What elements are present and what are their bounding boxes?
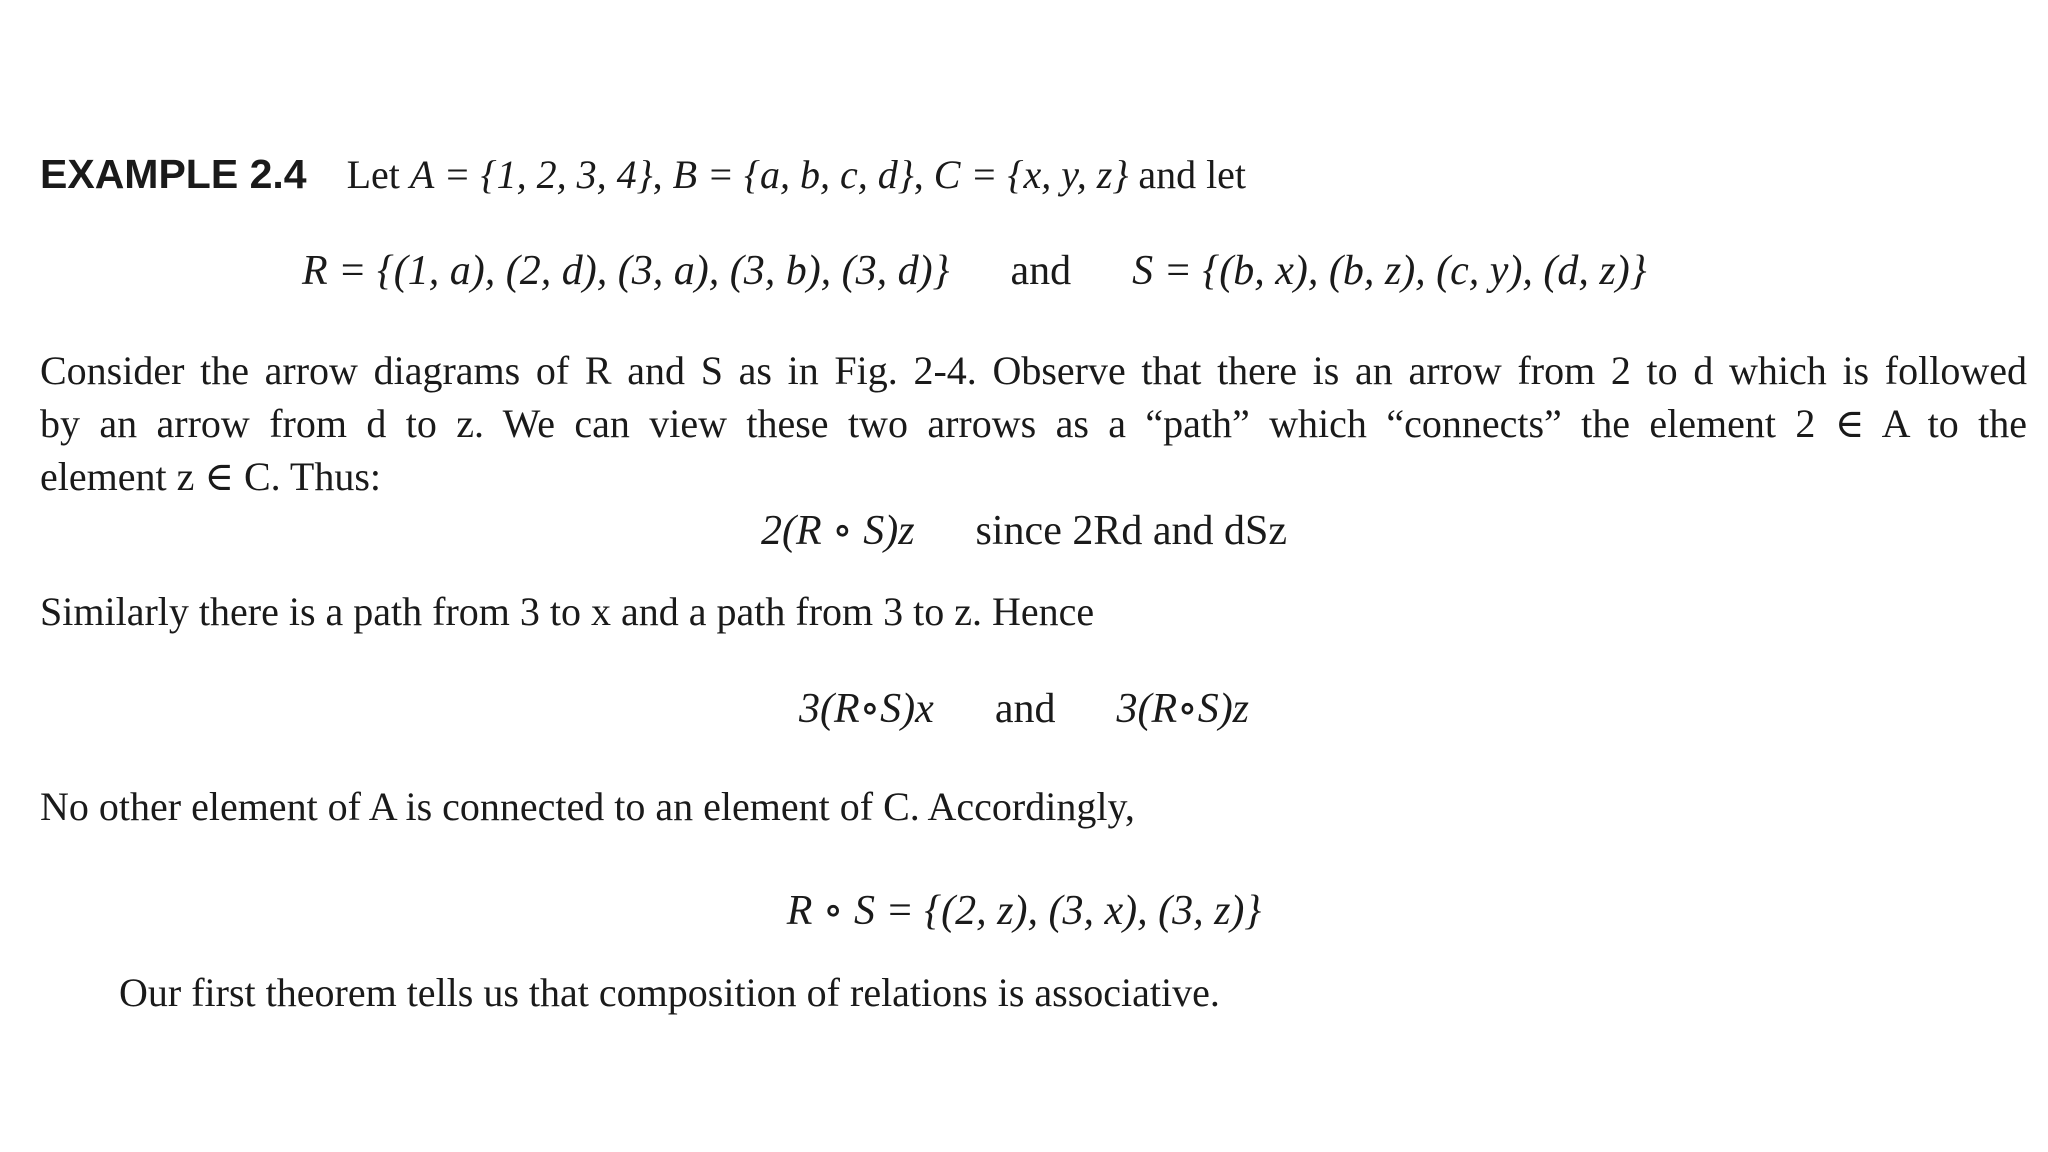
- and-let-text: and let: [1138, 152, 1247, 197]
- paragraph-4: Our first theorem tells us that composition of relations is associative.: [119, 970, 1220, 1015]
- paragraph-1-line-2: by an arrow from d to z. We can view these two arrows as a “path” which “connects” the element 2 ∈ A to the: [40, 401, 2027, 446]
- set-b: B = {a, b, c, d}: [672, 152, 914, 197]
- example-heading-line: EXAMPLE 2.4 Let A = {1, 2, 3, 4}, B = {a, b, c, d}, C = {x, y, z} and let: [40, 151, 1247, 197]
- hence-right: 3(R∘S)z: [1116, 686, 1250, 732]
- relation-r: R = {(1, a), (2, d), (3, a), (3, b), (3, d)}: [302, 248, 950, 294]
- equation-and: and: [1010, 248, 1072, 294]
- paragraph-3: No other element of A is connected to an element of C. Accordingly,: [40, 784, 1135, 829]
- paragraph-2: Similarly there is a path from 3 to x and a path from 3 to z. Hence: [40, 589, 1095, 634]
- set-c: C = {x, y, z}: [933, 152, 1129, 197]
- equation-path: [0, 505, 2048, 555]
- set-a: A = {1, 2, 3, 4}: [409, 152, 653, 197]
- hence-and: and: [994, 686, 1056, 732]
- paragraph-1-line-3: element z ∈ C. Thus:: [40, 454, 382, 499]
- equation-r-s: [302, 247, 1647, 295]
- path-relation: 2(R ∘ S)z: [760, 508, 915, 554]
- let-text: Let: [346, 152, 400, 197]
- relation-s: S = {(b, x), (b, z), (c, y), (d, z)}: [1132, 248, 1647, 294]
- equation-composition: R ∘ S = {(2, z), (3, x), (3, z)}: [786, 888, 1262, 934]
- equation-hence: [0, 683, 2048, 733]
- path-since: since 2Rd and dSz: [975, 508, 1287, 554]
- paragraph-1-line-1: Consider the arrow diagrams of R and S as in Fig. 2-4. Observe that there is an arrow from 2 to d which is followed: [40, 348, 2027, 393]
- hence-left: 3(R∘S)x: [798, 686, 934, 732]
- example-label: EXAMPLE 2.4: [40, 151, 307, 197]
